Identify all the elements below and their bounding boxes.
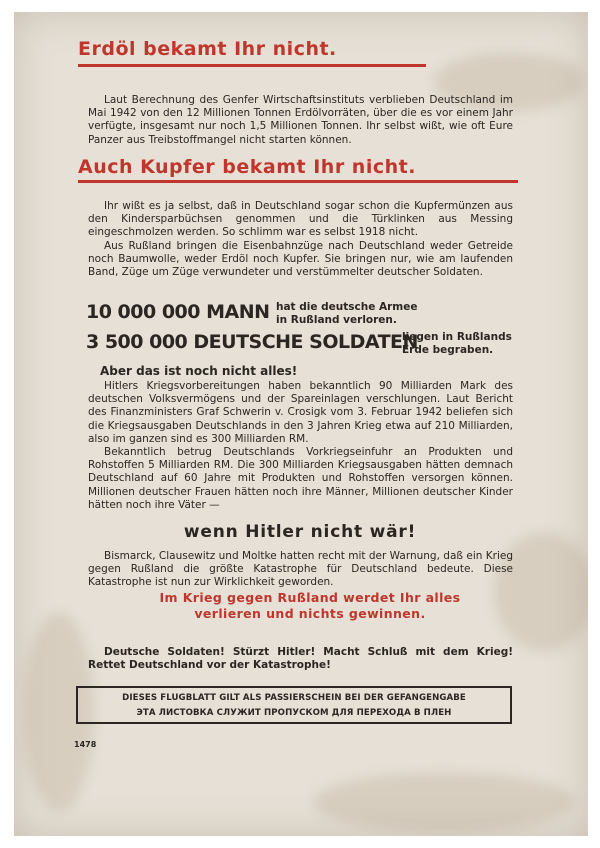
stat-soldiers-buried: 3 500 000 DEUTSCHE SOLDATEN xyxy=(86,331,418,353)
paragraph-war-costs: Hitlers Kriegsvorbereitungen haben bekanntlich 90 Milliarden Mark des deutschen Volksvermögens und der Spareinlagen verschlungen. Laut Bericht des Finanzministers Graf Schwerin v. Crosigk vom 3. Februar 1942 beliefen sich die Kriegsausgaben Deutschlands in den 3 Jahren Krieg etwa auf 210 Milliarden, also im ganzen sind es 300 Milliarden RM. Bekanntlich betrug Deutschlands Vorkriegseinfuhr an Produkten und Rohstoffen 5 Milliarden RM. Die 300 Milliarden Kriegsausgaben hätten demnach Deutschland auf 60 Jahre mit Produkten und Rohstoffen versorgen können. Millionen deutscher Frauen hätten noch ihre Männer, Millionen deutscher Kinder hätten noch ihre Väter — xyxy=(88,380,513,511)
stat-men-lost-caption: hat die deutsche Armee in Rußland verloren. xyxy=(276,301,418,326)
safe-conduct-pass-box xyxy=(76,686,512,724)
slogan: wenn Hitler nicht wär! xyxy=(183,522,417,542)
paragraph-oil: Laut Berechnung des Genfer Wirtschaftsinstituts verblieben Deutschland im Mai 1942 von den 12 Millionen Tonnen Erdölvorräten, über die es vor einem Jahr verfügte, insgesamt nur noch 1,5 Millionen Tonnen. Ihr selbst wißt, wie oft Eure Panzer aus Treibstoffmangel nicht starten können. xyxy=(88,94,513,146)
heading-not-all: Aber das ist noch nicht alles! xyxy=(100,364,298,378)
pass-text-russian: ЭТА ЛИСТОВКА СЛУЖИТ ПРОПУСКОМ ДЛЯ ПЕРЕХОДА В ПЛЕН xyxy=(136,708,452,718)
headline-oil: Erdöl bekamt Ihr nicht. xyxy=(78,38,337,60)
paper-stain xyxy=(314,772,574,832)
pass-text-german: DIESES FLUGBLATT GILT ALS PASSIERSCHEIN BEI DER GEFANGENGABE xyxy=(122,693,466,703)
headline-underline xyxy=(78,64,426,67)
red-warning: Im Krieg gegen Rußland werdet Ihr alles verlieren und nichts gewinnen. xyxy=(159,590,461,621)
stat-men-lost: 10 000 000 MANN xyxy=(86,301,270,323)
paragraph-warning: Bismarck, Clausewitz und Moltke hatten recht mit der Warnung, daß ein Krieg gegen Rußland die größte Katastrophe für Deutschland bedeute. Diese Katastrophe ist nun zur Wirklichkeit geworden. xyxy=(88,550,513,589)
paragraph-appeal: Deutsche Soldaten! Stürzt Hitler! Macht Schluß mit dem Krieg! Rettet Deutschland vor der Katastrophe! xyxy=(88,646,513,672)
headline-copper: Auch Kupfer bekamt Ihr nicht. xyxy=(78,156,416,178)
headline-underline xyxy=(78,180,518,183)
stat-soldiers-buried-caption: liegen in Rußlands Erde begraben. xyxy=(402,331,512,356)
leaflet-number: 1478 xyxy=(74,740,97,749)
paragraph-copper: Ihr wißt es ja selbst, daß in Deutschland sogar schon die Kupfermünzen aus den Kindersparbüchsen genommen und die Türklinken aus Messing eingeschmolzen werden. So schlimm war es selbst 1918 nicht. Aus Rußland bringen die Eisenbahnzüge nach Deutschland weder Getreide noch Baumwolle, weder Erdöl noch Kupfer. Sie bringen nur, wie am laufenden Band, Züge um Züge verwundeter und verstümmelter deutscher Soldaten. xyxy=(88,200,513,279)
